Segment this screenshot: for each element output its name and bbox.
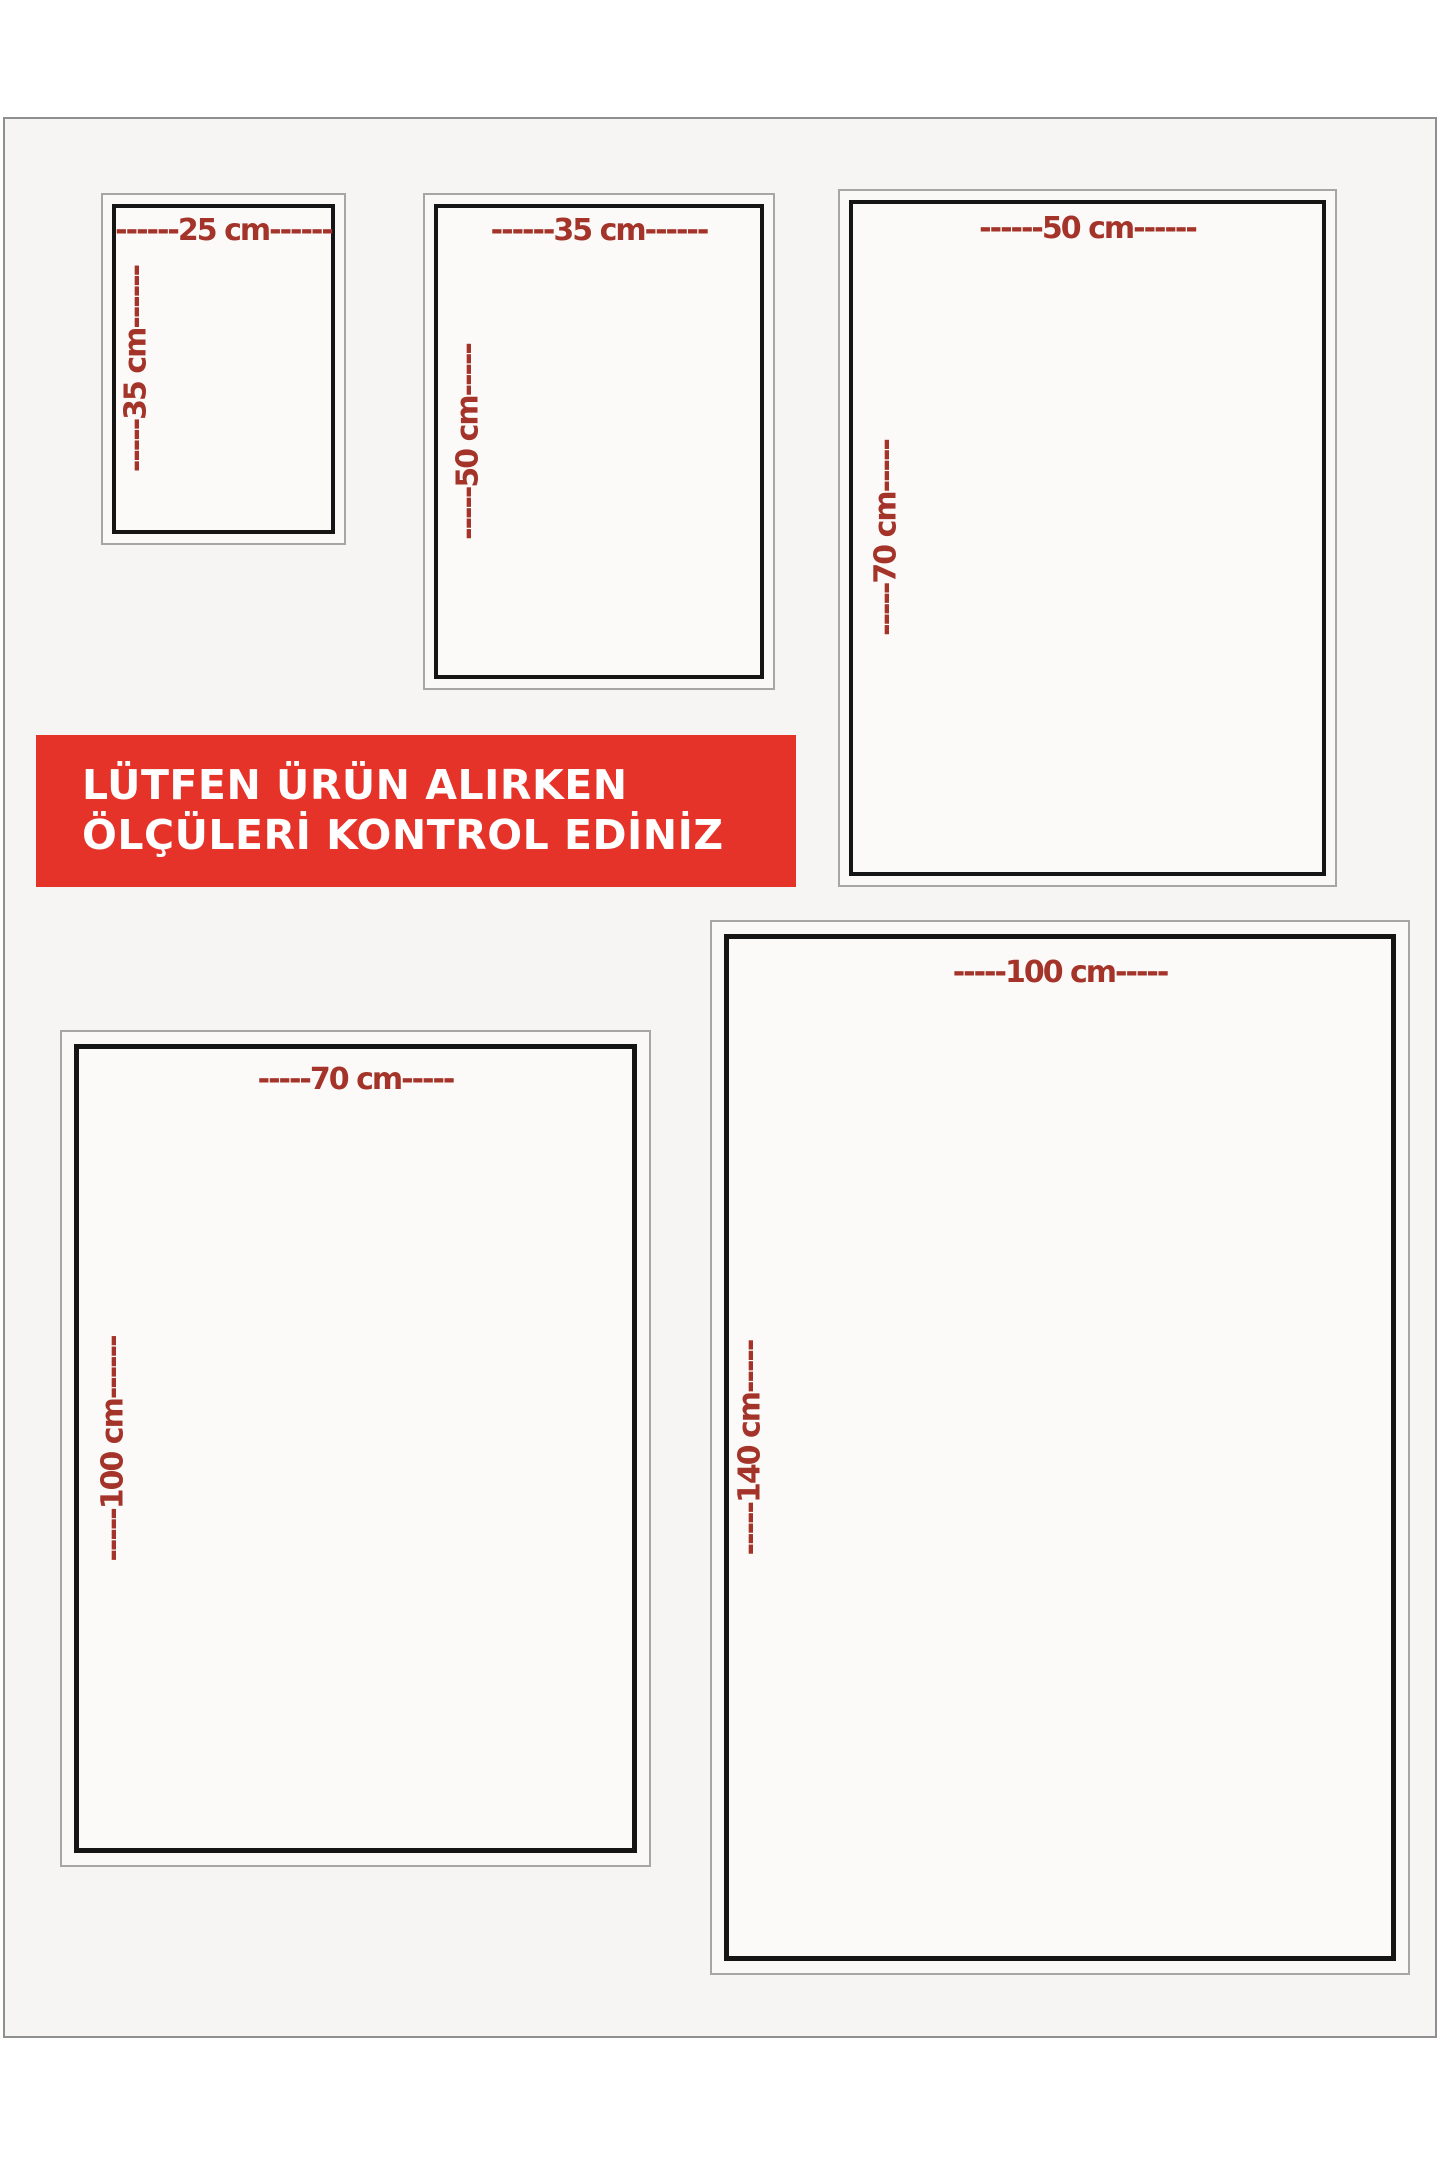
size-box-25x35-inner: [112, 204, 335, 534]
size-box-70x100: [60, 1030, 651, 1867]
size-box-50x70: [838, 189, 1337, 887]
width-dimension-label: ------25 cm------: [115, 213, 332, 248]
width-dimension-label: ------50 cm------: [979, 211, 1196, 246]
size-box-100x140-inner: [724, 934, 1396, 1961]
warning-banner: [36, 735, 796, 887]
width-dimension-label: ------35 cm------: [490, 213, 708, 248]
warning-banner-line-1: LÜTFEN ÜRÜN ALIRKEN: [82, 761, 628, 809]
height-dimension-label: -----70 cm-----: [868, 440, 904, 636]
size-box-35x50: [423, 193, 775, 690]
size-box-100x140: [710, 920, 1410, 1975]
width-dimension-label: -----100 cm-----: [952, 955, 1168, 990]
height-dimension-label: -----50 cm-----: [450, 343, 486, 540]
warning-banner-line-2: ÖLÇÜLERİ KONTROL EDİNİZ: [82, 811, 724, 859]
height-dimension-label: -----100 cm------: [95, 1335, 131, 1562]
size-box-35x50-inner: [434, 204, 764, 679]
size-box-70x100-inner: [74, 1044, 637, 1853]
size-box-25x35: [101, 193, 346, 545]
height-dimension-label: -----35 cm------: [118, 265, 154, 473]
height-dimension-label: -----140 cm-----: [732, 1340, 768, 1555]
width-dimension-label: -----70 cm-----: [257, 1062, 454, 1097]
size-box-50x70-inner: [849, 200, 1326, 876]
